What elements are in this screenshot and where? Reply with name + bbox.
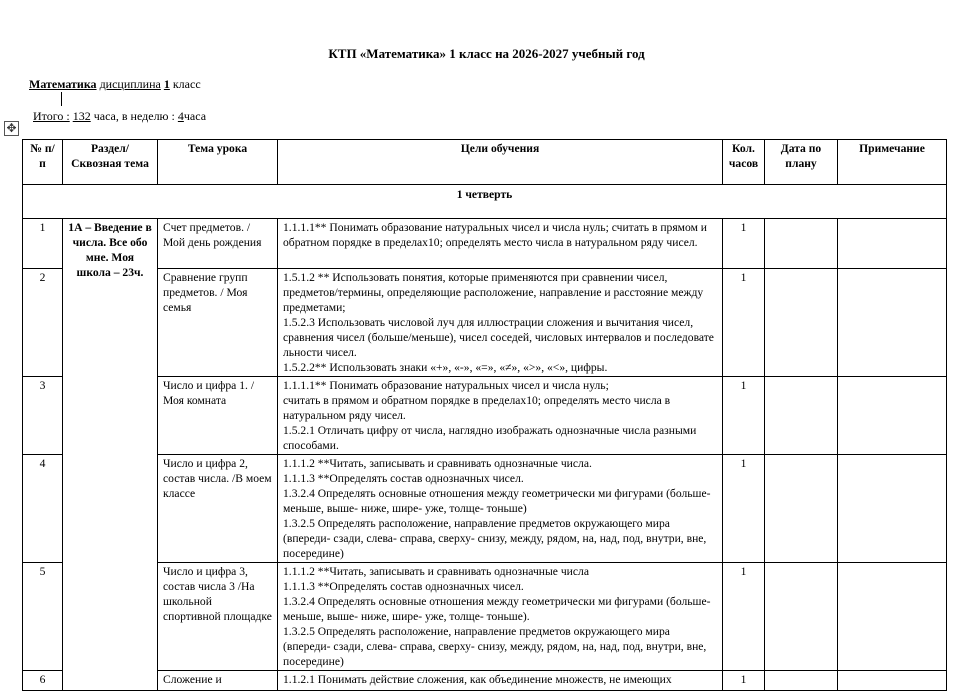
header-num: № п/п xyxy=(23,140,63,185)
row-date[interactable] xyxy=(765,455,838,563)
goal-line: 1.1.1.1** Понимать образование натуральных чисел и числа нуль; считать в прямом и обратном порядке в пределах10; определять место числа в натуральном ряду чисел. xyxy=(283,221,708,249)
row-date[interactable] xyxy=(765,377,838,455)
document-title: КТП «Математика» 1 класс на 2026-2027 учебный год xyxy=(328,46,645,61)
total-label: Итого : xyxy=(33,109,70,123)
row-num: 6 xyxy=(23,671,63,691)
row-date[interactable] xyxy=(765,269,838,377)
row-note[interactable] xyxy=(838,269,947,377)
table-row xyxy=(23,269,947,377)
table-row xyxy=(23,377,947,455)
table-move-handle-icon[interactable]: ✥ xyxy=(4,121,19,136)
row-topic: Число и цифра 3, состав числа 3 /На школьной спортивной площадке xyxy=(158,563,278,671)
subject-line xyxy=(29,77,201,92)
header-date: Дата по плану xyxy=(765,140,838,185)
row-num: 5 xyxy=(23,563,63,671)
row-note[interactable] xyxy=(838,563,947,671)
goal-line: считать в прямом и обратном порядке в пределах10; определять место числа в натуральном ряду чисел. xyxy=(283,394,671,422)
goal-line: 1.1.1.2 **Читать, записывать и сравнивать однозначные числа. xyxy=(283,457,592,470)
row-hours: 1 xyxy=(723,455,765,563)
row-date[interactable] xyxy=(765,563,838,671)
goal-line: 1.3.2.4 Определять основные отношения между геометрически ми фигурами (больше- меньше, выше- ниже, шире- уже, толще- тоньше). xyxy=(283,595,711,623)
goal-line: 1.3.2.5 Определять расположение, направление предметов окружающего мира (впереди- сзади, слева- справа, сверху- снизу, между, рядом, на, над, под, внутри, вне, посередине) xyxy=(283,517,707,560)
lesson-plan-table xyxy=(22,139,947,691)
table-row xyxy=(23,219,947,269)
goal-line: 1.5.2.2** Использовать знаки «+», «-», «=», «≠», «>», «<», цифры. xyxy=(283,361,608,374)
header-note: Примечание xyxy=(838,140,947,185)
row-note[interactable] xyxy=(838,377,947,455)
row-num: 4 xyxy=(23,455,63,563)
subject-label: Математика xyxy=(29,77,97,91)
goal-line: 1.3.2.4 Определять основные отношения между геометрически ми фигурами (больше- меньше, выше- ниже, шире- уже, толще- тоньше) xyxy=(283,487,711,515)
row-topic: Число и цифра 1. /Моя комната xyxy=(158,377,278,455)
row-num: 2 xyxy=(23,269,63,377)
row-topic: Сравнение групп предметов. / Моя семья xyxy=(158,269,278,377)
row-note[interactable] xyxy=(838,671,947,691)
goal-line: 1.1.1.3 **Определять состав однозначных чисел. xyxy=(283,580,524,593)
row-note[interactable] xyxy=(838,455,947,563)
row-topic: Число и цифра 2, состав числа. /В моем классе xyxy=(158,455,278,563)
week-hours: 4 xyxy=(177,109,184,123)
row-goals xyxy=(278,377,723,455)
quarter-label: 1 четверть xyxy=(23,185,947,219)
text-cursor xyxy=(61,92,62,106)
row-goals xyxy=(278,219,723,269)
row-topic: Счет предметов. /Мой день рождения xyxy=(158,219,278,269)
table-header-row xyxy=(23,140,947,185)
row-hours: 1 xyxy=(723,563,765,671)
class-word: класс xyxy=(172,77,201,91)
goal-line: 1.1.2.1 Понимать действие сложения, как объединение множеств, не имеющих xyxy=(283,673,672,686)
row-hours: 1 xyxy=(723,377,765,455)
row-date[interactable] xyxy=(765,219,838,269)
goal-line: 1.5.2.1 Отличать цифру от числа, наглядно изображать однозначные числа разными способами. xyxy=(283,424,697,452)
goal-line: 1.5.1.2 ** Использовать понятия, которые применяются при сравнении чисел, предметов/термины, определяющие расположение, направление и расстояние между предметами; xyxy=(283,271,704,314)
row-note[interactable] xyxy=(838,219,947,269)
row-num: 1 xyxy=(23,219,63,269)
row-goals xyxy=(278,563,723,671)
header-hours: Кол. часов xyxy=(723,140,765,185)
row-goals xyxy=(278,671,723,691)
goal-line: 1.1.1.1** Понимать образование натуральных чисел и числа нуль; xyxy=(283,379,609,392)
grade-number: 1 xyxy=(163,77,170,91)
goal-line: 1.1.1.3 **Определять состав однозначных чисел. xyxy=(283,472,524,485)
table-row xyxy=(23,563,947,671)
header-topic: Тема урока xyxy=(158,140,278,185)
row-hours: 1 xyxy=(723,269,765,377)
header-section: Раздел/ Сквозная тема xyxy=(63,140,158,185)
header-goals: Цели обучения xyxy=(278,140,723,185)
goal-line: 1.3.2.5 Определять расположение, направление предметов окружающего мира (впереди- сзади, слева- справа, сверху- снизу, между, рядом, на, над, под, внутри, вне, посередине) xyxy=(283,625,707,668)
total-hours: 132 xyxy=(72,109,91,123)
section-name: 1А – Введение в числа. Все обо мне. Моя школа – 23ч. xyxy=(63,219,158,691)
row-topic: Сложение и xyxy=(158,671,278,691)
row-goals xyxy=(278,455,723,563)
row-goals xyxy=(278,269,723,377)
discipline-word: дисциплина xyxy=(99,77,161,91)
hours-word: часа, в неделю : xyxy=(93,109,175,123)
quarter-row xyxy=(23,185,947,219)
row-date[interactable] xyxy=(765,671,838,691)
goal-line: 1.5.2.3 Использовать числовой луч для иллюстрации сложения и вычитания чисел, сравнения чисел (больше/меньше), чисел соседей, числовых интервалов и последовате льности чисел. xyxy=(283,316,714,359)
row-hours: 1 xyxy=(723,219,765,269)
table-row xyxy=(23,671,947,691)
hours-line xyxy=(33,109,206,124)
goal-line: 1.1.1.2 **Читать, записывать и сравнивать однозначные числа xyxy=(283,565,589,578)
table-row xyxy=(23,455,947,563)
row-hours: 1 xyxy=(723,671,765,691)
week-unit: часа xyxy=(183,109,207,123)
row-num: 3 xyxy=(23,377,63,455)
